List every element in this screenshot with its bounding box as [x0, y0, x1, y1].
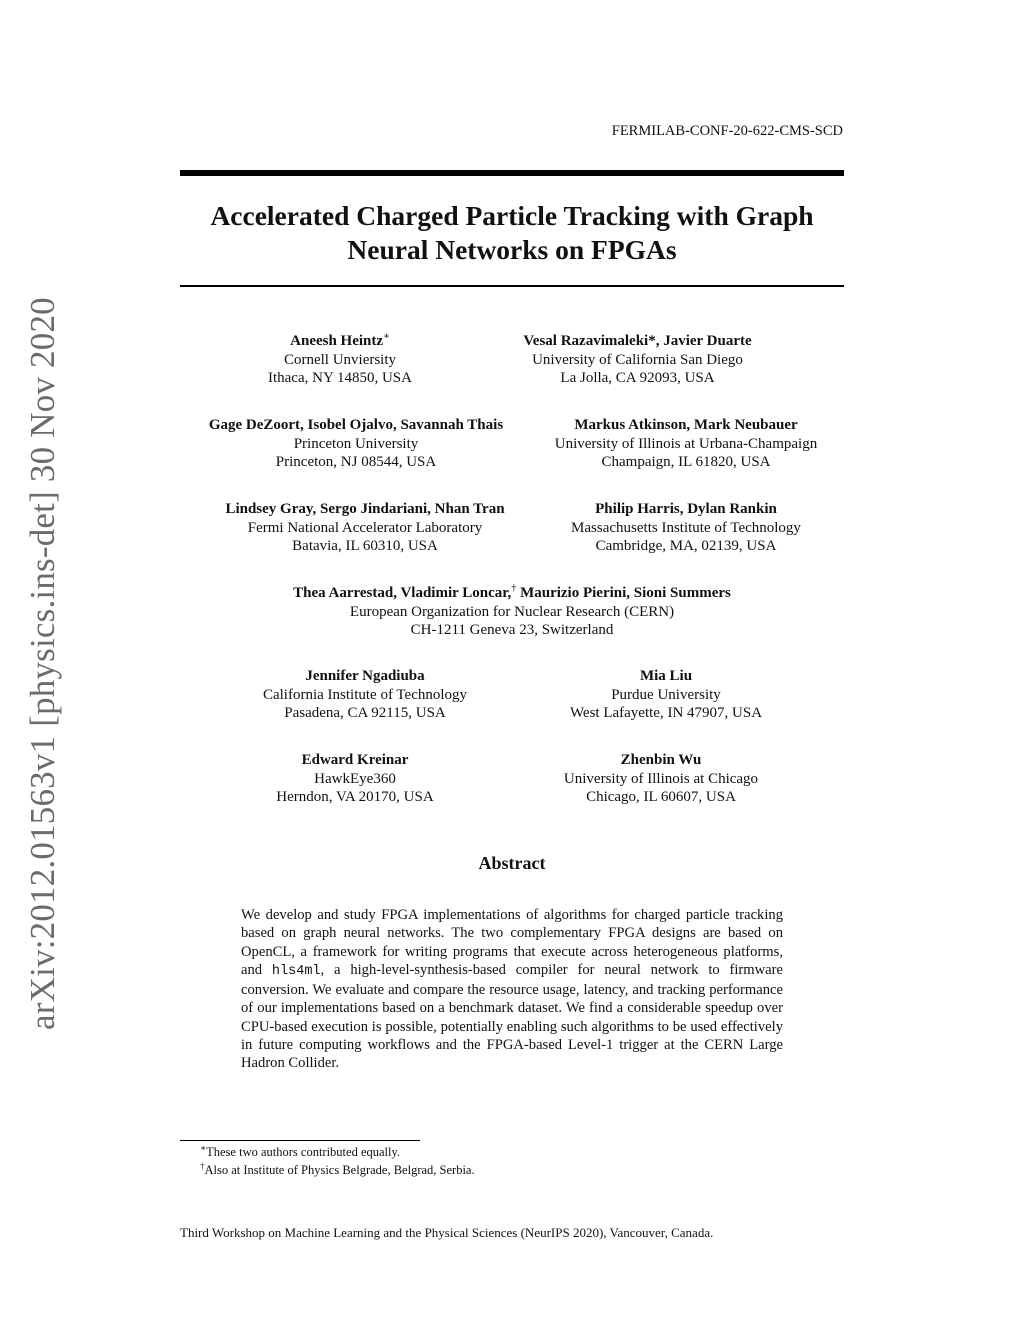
author-address: West Lafayette, IN 47907, USA [569, 705, 763, 721]
author-block-cern [212, 584, 812, 640]
author-block-princeton [186, 416, 526, 472]
author-names: Philip Harris, Dylan Rankin [595, 501, 777, 517]
author-names: Vesal Razavimaleki*, Javier Duarte [523, 333, 752, 349]
footnote-belgrade-affiliation: †Also at Institute of Physics Belgrade, Belgrad, Serbia. [200, 1160, 475, 1177]
author-address: Batavia, IL 60310, USA [292, 538, 438, 554]
author-names: Jennifer Ngadiuba [305, 668, 425, 684]
author-block-hawkeye360 [255, 751, 455, 807]
author-affiliation: Fermi National Accelerator Laboratory [247, 519, 483, 536]
footnote-equal-contribution: ∗These two authors contributed equally. [200, 1142, 401, 1159]
author-address: Princeton, NJ 08544, USA [275, 454, 437, 470]
author-names: Mia Liu [639, 668, 693, 684]
author-affiliation: University of California San Diego [532, 351, 743, 368]
author-block-purdue [546, 667, 786, 723]
title-line-2: Neural Networks on FPGAs [347, 234, 677, 265]
report-number: FERMILAB-CONF-20-622-CMS-SCD [611, 123, 843, 139]
author-address: Cambridge, MA, 02139, USA [595, 538, 777, 554]
title-bottom-rule [180, 285, 844, 287]
author-affiliation: Princeton University [293, 435, 419, 452]
author-affiliation: Purdue University [611, 686, 721, 703]
author-address: La Jolla, CA 92093, USA [560, 370, 715, 386]
author-block-uic [531, 751, 791, 807]
code-term-hls4ml: hls4ml [271, 963, 321, 979]
author-address: Chicago, IL 60607, USA [586, 789, 736, 805]
author-affiliation: University of Illinois at Chicago [563, 770, 759, 787]
author-names: Gage DeZoort, Isobel Ojalvo, Savannah Thais [208, 417, 504, 433]
author-block-caltech [235, 667, 495, 723]
author-address: Champaign, IL 61820, USA [601, 454, 771, 470]
author-address: CH-1211 Geneva 23, Switzerland [410, 622, 614, 638]
author-names: Thea Aarrestad, Vladimir Loncar,† Maurizio Pierini, Sioni Summers [293, 583, 731, 601]
author-block-mit [546, 500, 826, 556]
author-names: Edward Kreinar [301, 752, 409, 768]
equal-contribution-mark: ∗ [383, 331, 390, 342]
author-address: Herndon, VA 20170, USA [276, 789, 434, 805]
abstract-text: We develop and study FPGA implementations of algorithms for charged particle tracking based on graph neural networks. The two complementary FPGA designs are based on OpenCL, a framework for writing programs that execute across heterogeneous platforms, and hls4ml, a high-level-synthesis-based compiler for neural network to firmware conversion. We evaluate and compare the resource usage, latency, and tracking performance of our implementations based on a benchmark dataset. We find a considerable speedup over CPU-based execution is possible, potentially enabling such algorithms to be used effectively in future computing workflows and the FPGA-based Level-1 trigger at the CERN Large Hadron Collider. [241, 907, 783, 1072]
paper-title [180, 199, 844, 267]
author-affiliation: European Organization for Nuclear Research (CERN) [349, 603, 675, 620]
affiliation-dagger-mark: † [511, 583, 517, 594]
footnote-rule [180, 1140, 420, 1141]
author-affiliation: Massachusetts Institute of Technology [571, 519, 801, 536]
author-block-uiuc [526, 416, 846, 472]
author-names: Aneesh Heintz∗ [290, 331, 390, 349]
author-affiliation: HawkEye360 [314, 770, 396, 787]
author-address: Pasadena, CA 92115, USA [284, 705, 446, 721]
title-top-rule [180, 170, 844, 176]
author-address: Ithaca, NY 14850, USA [267, 370, 412, 386]
author-names: Markus Atkinson, Mark Neubauer [574, 417, 798, 433]
author-block-fermilab [200, 500, 530, 556]
title-line-1: Accelerated Charged Particle Tracking with Graph [210, 200, 814, 231]
venue-footer: Third Workshop on Machine Learning and the Physical Sciences (NeurIPS 2020), Vancouver, Canada. [180, 1225, 714, 1240]
author-names: Lindsey Gray, Sergo Jindariani, Nhan Tran [225, 501, 505, 517]
author-affiliation: University of Illinois at Urbana-Champaign [554, 435, 818, 452]
author-affiliation: Cornell Unviersity [283, 351, 397, 368]
arxiv-identifier-stamp: arXiv:2012.01563v1 [physics.ins-det] 30 Nov 2020 [23, 297, 62, 1030]
author-affiliation: California Institute of Technology [262, 686, 468, 703]
author-block-cornell [240, 332, 440, 388]
author-names: Zhenbin Wu [620, 752, 702, 768]
author-block-ucsd [500, 332, 775, 388]
abstract-heading: Abstract [478, 853, 546, 873]
